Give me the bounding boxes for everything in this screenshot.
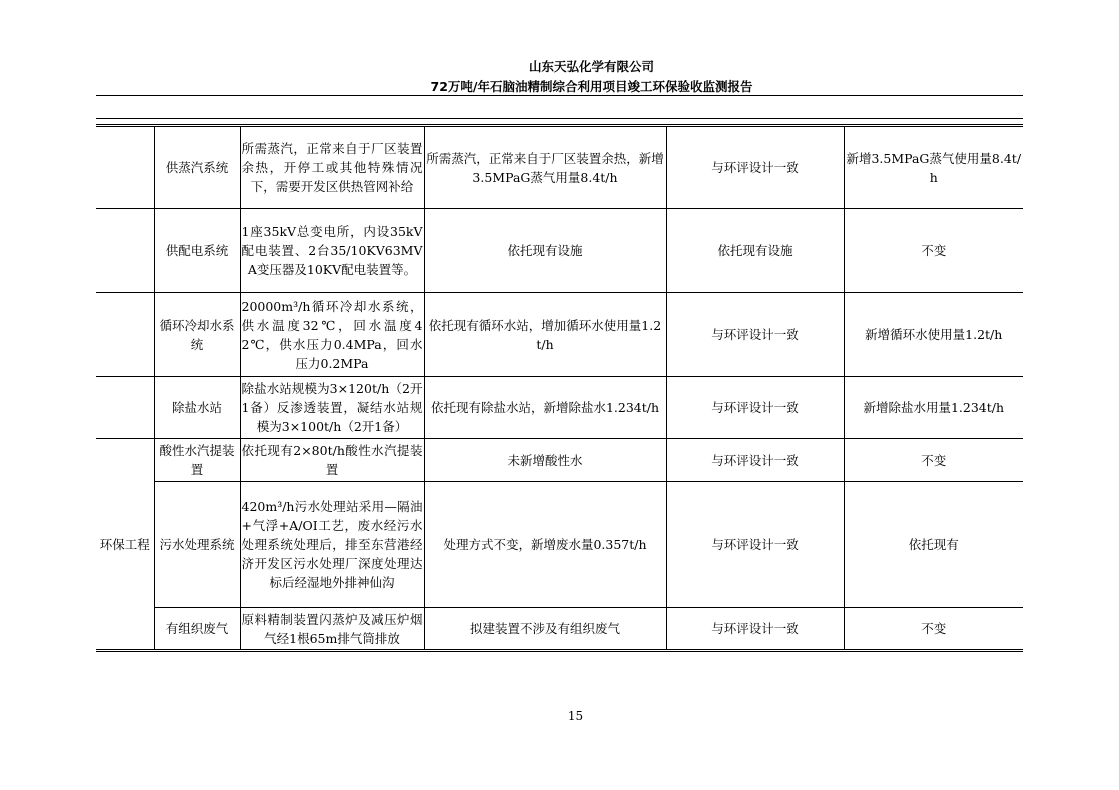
company-name: 山东天弘化学有限公司 [528, 59, 654, 74]
facility-name: 除盐水站 [154, 377, 240, 439]
facility-name: 供蒸汽系统 [154, 126, 240, 209]
actual-construction-cell: 所需蒸汽，正常来自于厂区装置余热，新增3.5MPaG蒸气用量8.4t/h [424, 126, 666, 209]
category-cell [96, 209, 154, 293]
consistency-cell: 与环评设计一致 [666, 608, 844, 651]
change-cell: 依托现有 [844, 482, 1023, 608]
table-row [96, 293, 1023, 377]
eia-design-cell: 依托现有2×80t/h酸性水汽提装置 [240, 439, 424, 482]
eia-design-cell: 20000m³/h循环冷却水系统，供水温度32℃，回水温度42℃，供水压力0.4MPa，回水压力0.2MPa [240, 293, 424, 377]
eia-design-cell: 所需蒸汽，正常来自于厂区装置余热，开停工或其他特殊情况下，需要开发区供热管网补给 [240, 126, 424, 209]
eia-design-cell: 1座35kV总变电所，内设35kV配电装置、2台35/10KV63MVA变压器及10KV配电装置等。 [240, 209, 424, 293]
eia-design-cell: 除盐水站规模为3×120t/h（2开1备）反渗透装置，凝结水站规模为3×100t/h（2开1备） [240, 377, 424, 439]
actual-construction-cell: 依托现有循环水站，增加循环水使用量1.2t/h [424, 293, 666, 377]
category-cell [96, 377, 154, 439]
consistency-cell: 与环评设计一致 [666, 126, 844, 209]
consistency-cell: 依托现有设施 [666, 209, 844, 293]
facility-name: 有组织废气 [154, 608, 240, 651]
actual-construction-cell: 拟建装置不涉及有组织废气 [424, 608, 666, 651]
table-top-rule [96, 118, 1023, 119]
header-rule [96, 95, 1023, 96]
table-row [96, 439, 1023, 482]
change-cell: 不变 [844, 209, 1023, 293]
facility-comparison-table [96, 124, 1023, 652]
table-row [96, 608, 1023, 651]
eia-design-cell: 原料精制装置闪蒸炉及减压炉烟气经1根65m排气筒排放 [240, 608, 424, 651]
consistency-cell: 与环评设计一致 [666, 439, 844, 482]
actual-construction-cell: 依托现有除盐水站，新增除盐水1.234t/h [424, 377, 666, 439]
change-cell: 新增3.5MPaG蒸气使用量8.4t/h [844, 126, 1023, 209]
change-cell: 新增循环水使用量1.2t/h [844, 293, 1023, 377]
facility-name: 酸性水汽提装置 [154, 439, 240, 482]
facility-name: 循环冷却水系统 [154, 293, 240, 377]
table-row [96, 482, 1023, 608]
actual-construction-cell: 处理方式不变，新增废水量0.357t/h [424, 482, 666, 608]
consistency-cell: 与环评设计一致 [666, 482, 844, 608]
table-row [96, 377, 1023, 439]
table-row [96, 126, 1023, 209]
facility-name: 污水处理系统 [154, 482, 240, 608]
category-cell [96, 293, 154, 377]
change-cell: 不变 [844, 439, 1023, 482]
actual-construction-cell: 依托现有设施 [424, 209, 666, 293]
consistency-cell: 与环评设计一致 [666, 293, 844, 377]
actual-construction-cell: 未新增酸性水 [424, 439, 666, 482]
page-number: 15 [567, 709, 584, 723]
category-cell [96, 126, 154, 209]
change-cell: 不变 [844, 608, 1023, 651]
eia-design-cell: 420m³/h污水处理站采用—隔油+气浮+A/OI工艺，废水经污水处理系统处理后，排至东营港经济开发区污水处理厂深度处理达标后经湿地外排神仙沟 [240, 482, 424, 608]
facility-name: 供配电系统 [154, 209, 240, 293]
change-cell: 新增除盐水用量1.234t/h [844, 377, 1023, 439]
table-row [96, 209, 1023, 293]
category-cell: 环保工程 [96, 439, 154, 651]
consistency-cell: 与环评设计一致 [666, 377, 844, 439]
report-title: 72万吨/年石脑油精制综合利用项目竣工环保验收监测报告 [430, 79, 753, 94]
